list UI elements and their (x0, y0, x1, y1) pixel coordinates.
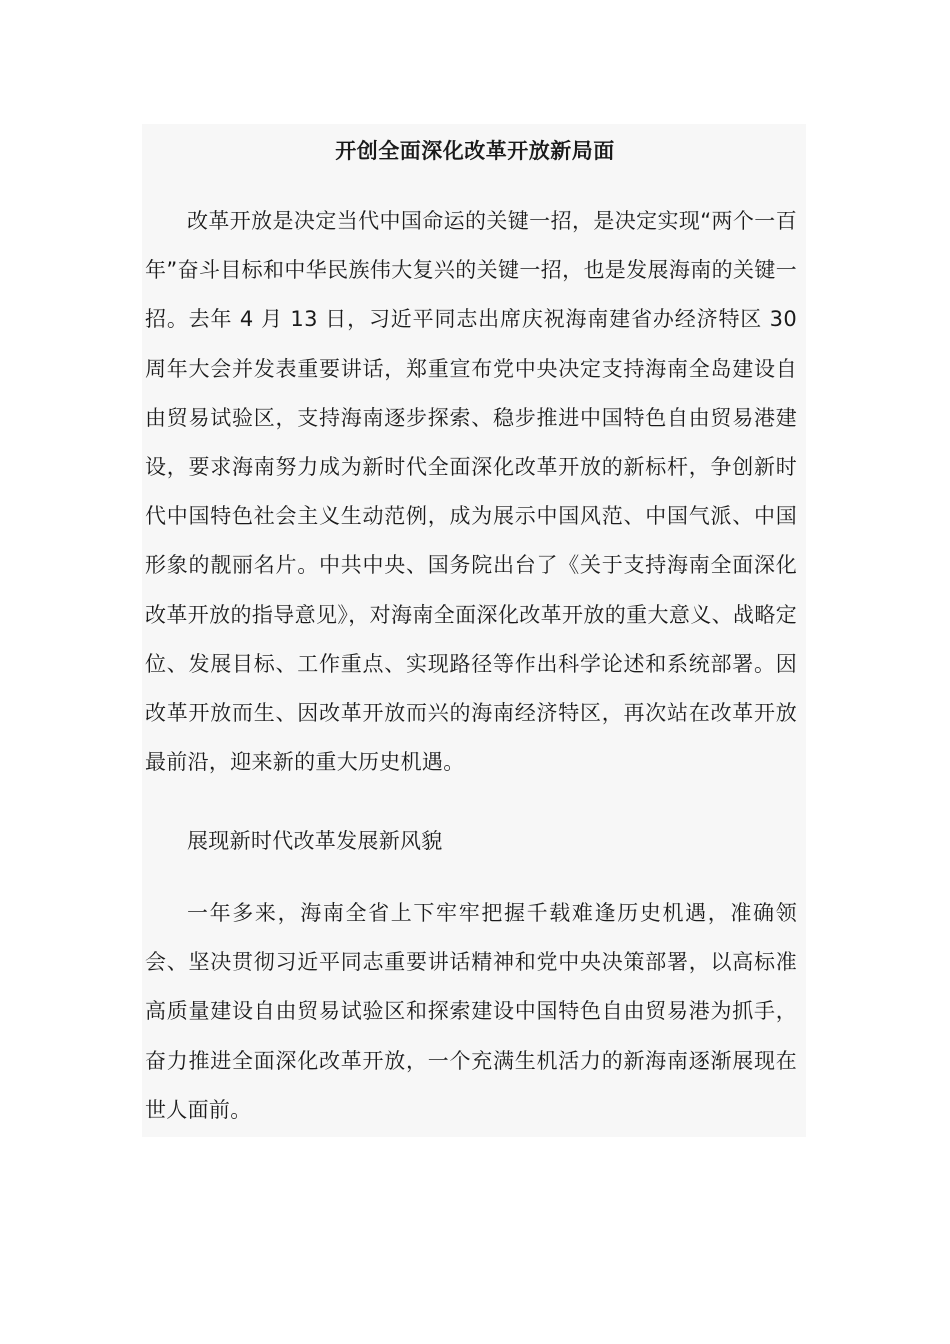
document-body (145, 0, 805, 1344)
paragraph-intro: 改革开放是决定当代中国命运的关键一招，是决定实现“两个一百年”奋斗目标和中华民族伟大复兴的关键一招，也是发展海南的关键一招。去年 4 月 13 日，习近平同志出席庆祝海南建省办经济特区 30 周年大会并发表重要讲话，郑重宣布党中央决定支持海南全岛建设自由贸易试验区，支持海南逐步探索、稳步推进中国特色自由贸易港建设，要求海南努力成为新时代全面深化改革开放的新标杆，争创新时代中国特色社会主义生动范例，成为展示中国风范、中国气派、中国形象的靓丽名片。中共中央、国务院出台了《关于支持海南全面深化改革开放的指导意见》，对海南全面深化改革开放的重大意义、战略定位、发展目标、工作重点、实现路径等作出科学论述和系统部署。因改革开放而生、因改革开放而兴的海南经济特区，再次站在改革开放最前沿，迎来新的重大历史机遇。 (145, 209, 797, 775)
paragraph-section-body: 一年多来，海南全省上下牢牢把握千载难逢历史机遇，准确领会、坚决贯彻习近平同志重要讲话精神和党中央决策部署，以高标准高质量建设自由贸易试验区和探索建设中国特色自由贸易港为抓手，奋力推进全面深化改革开放，一个充满生机活力的新海南逐渐展现在世人面前。 (145, 901, 797, 1122)
section-heading: 展现新时代改革发展新风貌 (187, 829, 443, 853)
document-title: 开创全面深化改革开放新局面 (335, 139, 615, 163)
